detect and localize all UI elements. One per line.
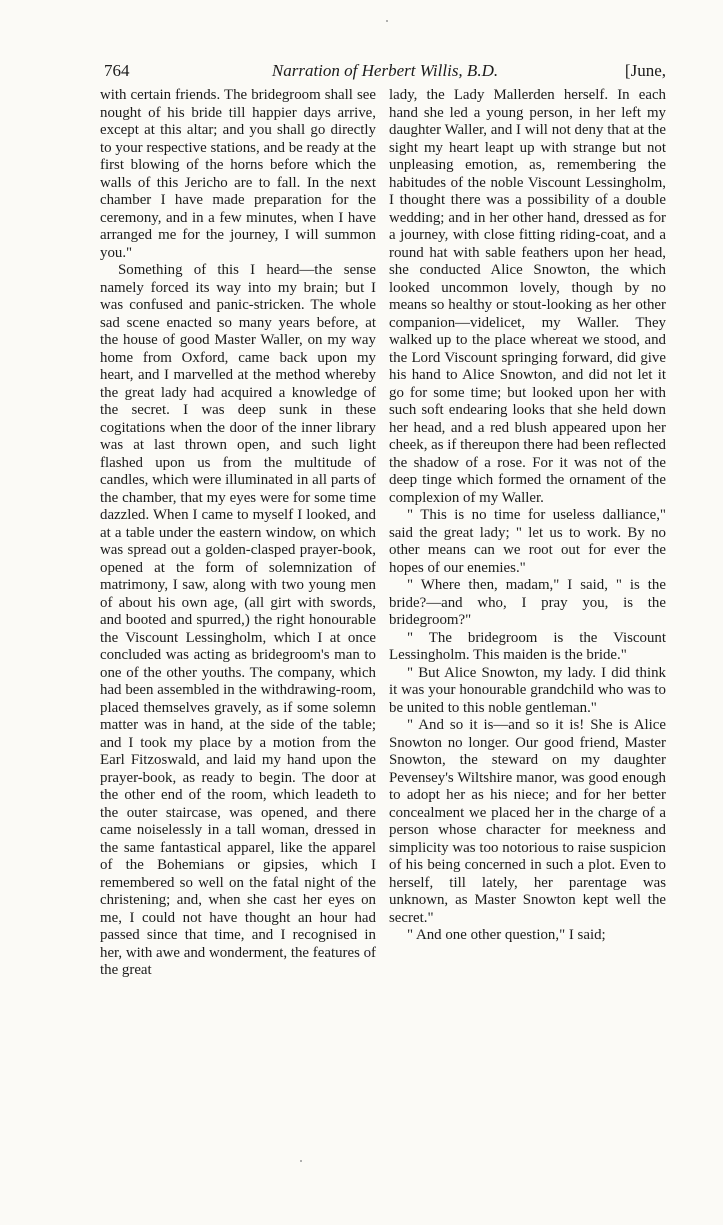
issue-date: [June, (624, 61, 666, 80)
page-number: 764 (104, 61, 130, 80)
paragraph: " And one other question," I said; (407, 927, 606, 943)
running-header (104, 60, 666, 82)
paragraph: " And so it is—and so it is! She is Alice Snowton no longer. Our good friend, Master Snowton, the steward on my daughter Pevensey's Wiltshire manor, was good enough to adopt her as his niece; and for her better concealment we placed her in the charge of a person whose character for meekness and simplicity was too notorious to raise suspicion of his being concerned in such a plot. Even to herself, till lately, her parentage was unknown, as Master Snowton kept well the secret." (389, 717, 666, 926)
paragraph: " The bridegroom is the Viscount Lessingholm. This maiden is the bride." (389, 629, 666, 663)
right-column (389, 87, 666, 945)
paragraph: Something of this I heard—the sense namely forced its way into my brain; but I was confused and panic-stricken. The whole sad scene enacted so many years before, at the house of good Master Waller, on my way home from Oxford, came back upon my heart, and I marvelled at the method whereby the great lady had acquired a knowledge of the secret. I was deep sunk in these cogitations when the door of the inner library was at last thrown open, and such light flashed upon us from the multitude of candles, which were illuminated in all parts of the chamber, that my eyes were for some time dazzled. When I came to myself I looked, and at a table under the eastern window, on which was spread out a golden-clasped prayer-book, opened at the form of solemnization of matrimony, I saw, along with two young men of about his own age, (all girt with swords, and booted and spurred,) the right honourable the Viscount Lessingholm, which I at once concluded was acting as bridegroom's man to one of the other youths. The company, which had been assembled in the withdrawing-room, placed themselves gravely, as if some solemn matter was in hand, at the side of the table; and I took my place by a motion from the Earl Fitzoswald, and laid my hand upon the prayer-book, as ready to begin. The door at the other end of the room, which leadeth to the outer staircase, was opened, and there came noiselessly in a tall woman, dressed in the same fantastical apparel, like the apparel of the Bohemians or gipsies, which I remembered so well on the fatal night of the christening; and, when she cast her eyes on me, I could not have thought an hour had passed since that time, and I recognised in her, with awe and wonderment, the features of the great (100, 262, 377, 978)
paragraph: " But Alice Snowton, my lady. I did think it was your honourable grandchild who was to be united to this noble gentleman." (389, 664, 666, 716)
scan-speck (300, 1160, 302, 1162)
scan-speck (386, 20, 388, 22)
paragraph: with certain friends. The bridegroom shall see nought of his bride till happier days arrive, except at this altar; and you shall go directly to your respective stations, and be ready at the first blowing of the horns before which the walls of this Jericho are to fall. In the next chamber I have made preparation for the ceremony, and in a few minutes, when I have arranged me for the journey, I will summon you." (100, 87, 376, 261)
paragraph: " Where then, madam," I said, " is the bride?—and who, I pray you, is the bridegroom?" (389, 577, 666, 628)
running-title: Narration of Herbert Willis, B.D. (271, 61, 499, 80)
paragraph: " This is no time for useless dalliance," said the great lady; " let us to work. By no other means can we root out for ever the hopes of our enemies." (389, 507, 666, 576)
paragraph: lady, the Lady Mallerden herself. In each hand she led a young person, in her left my daughter Waller, and I will not deny that at the sight my heart leapt up with strange but not unpleasing emotion, as, remembering the habitudes of the noble Viscount Lessingholm, I thought there was a possibility of a double wedding; and in her other hand, dressed as for a journey, with close fitting riding-coat, and a round hat with sable feathers upon her head, she conducted Alice Snowton, the which looked uncommon lovely, though by no means so healthy or stout-looking as her other companion—videlicet, my Waller. They walked up to the place whereat we stood, and the Lord Viscount springing forward, did give his hand to Alice Snowton, and did not let it go for some time; but looked upon her with such soft endearing looks that she held down her head, and a red blush appeared upon her cheek, as if thereupon there had been reflected the shadow of a rose. For it was not of the deep tinge which formed the ornament of the complexion of my Waller. (389, 87, 666, 506)
left-column (100, 87, 376, 980)
